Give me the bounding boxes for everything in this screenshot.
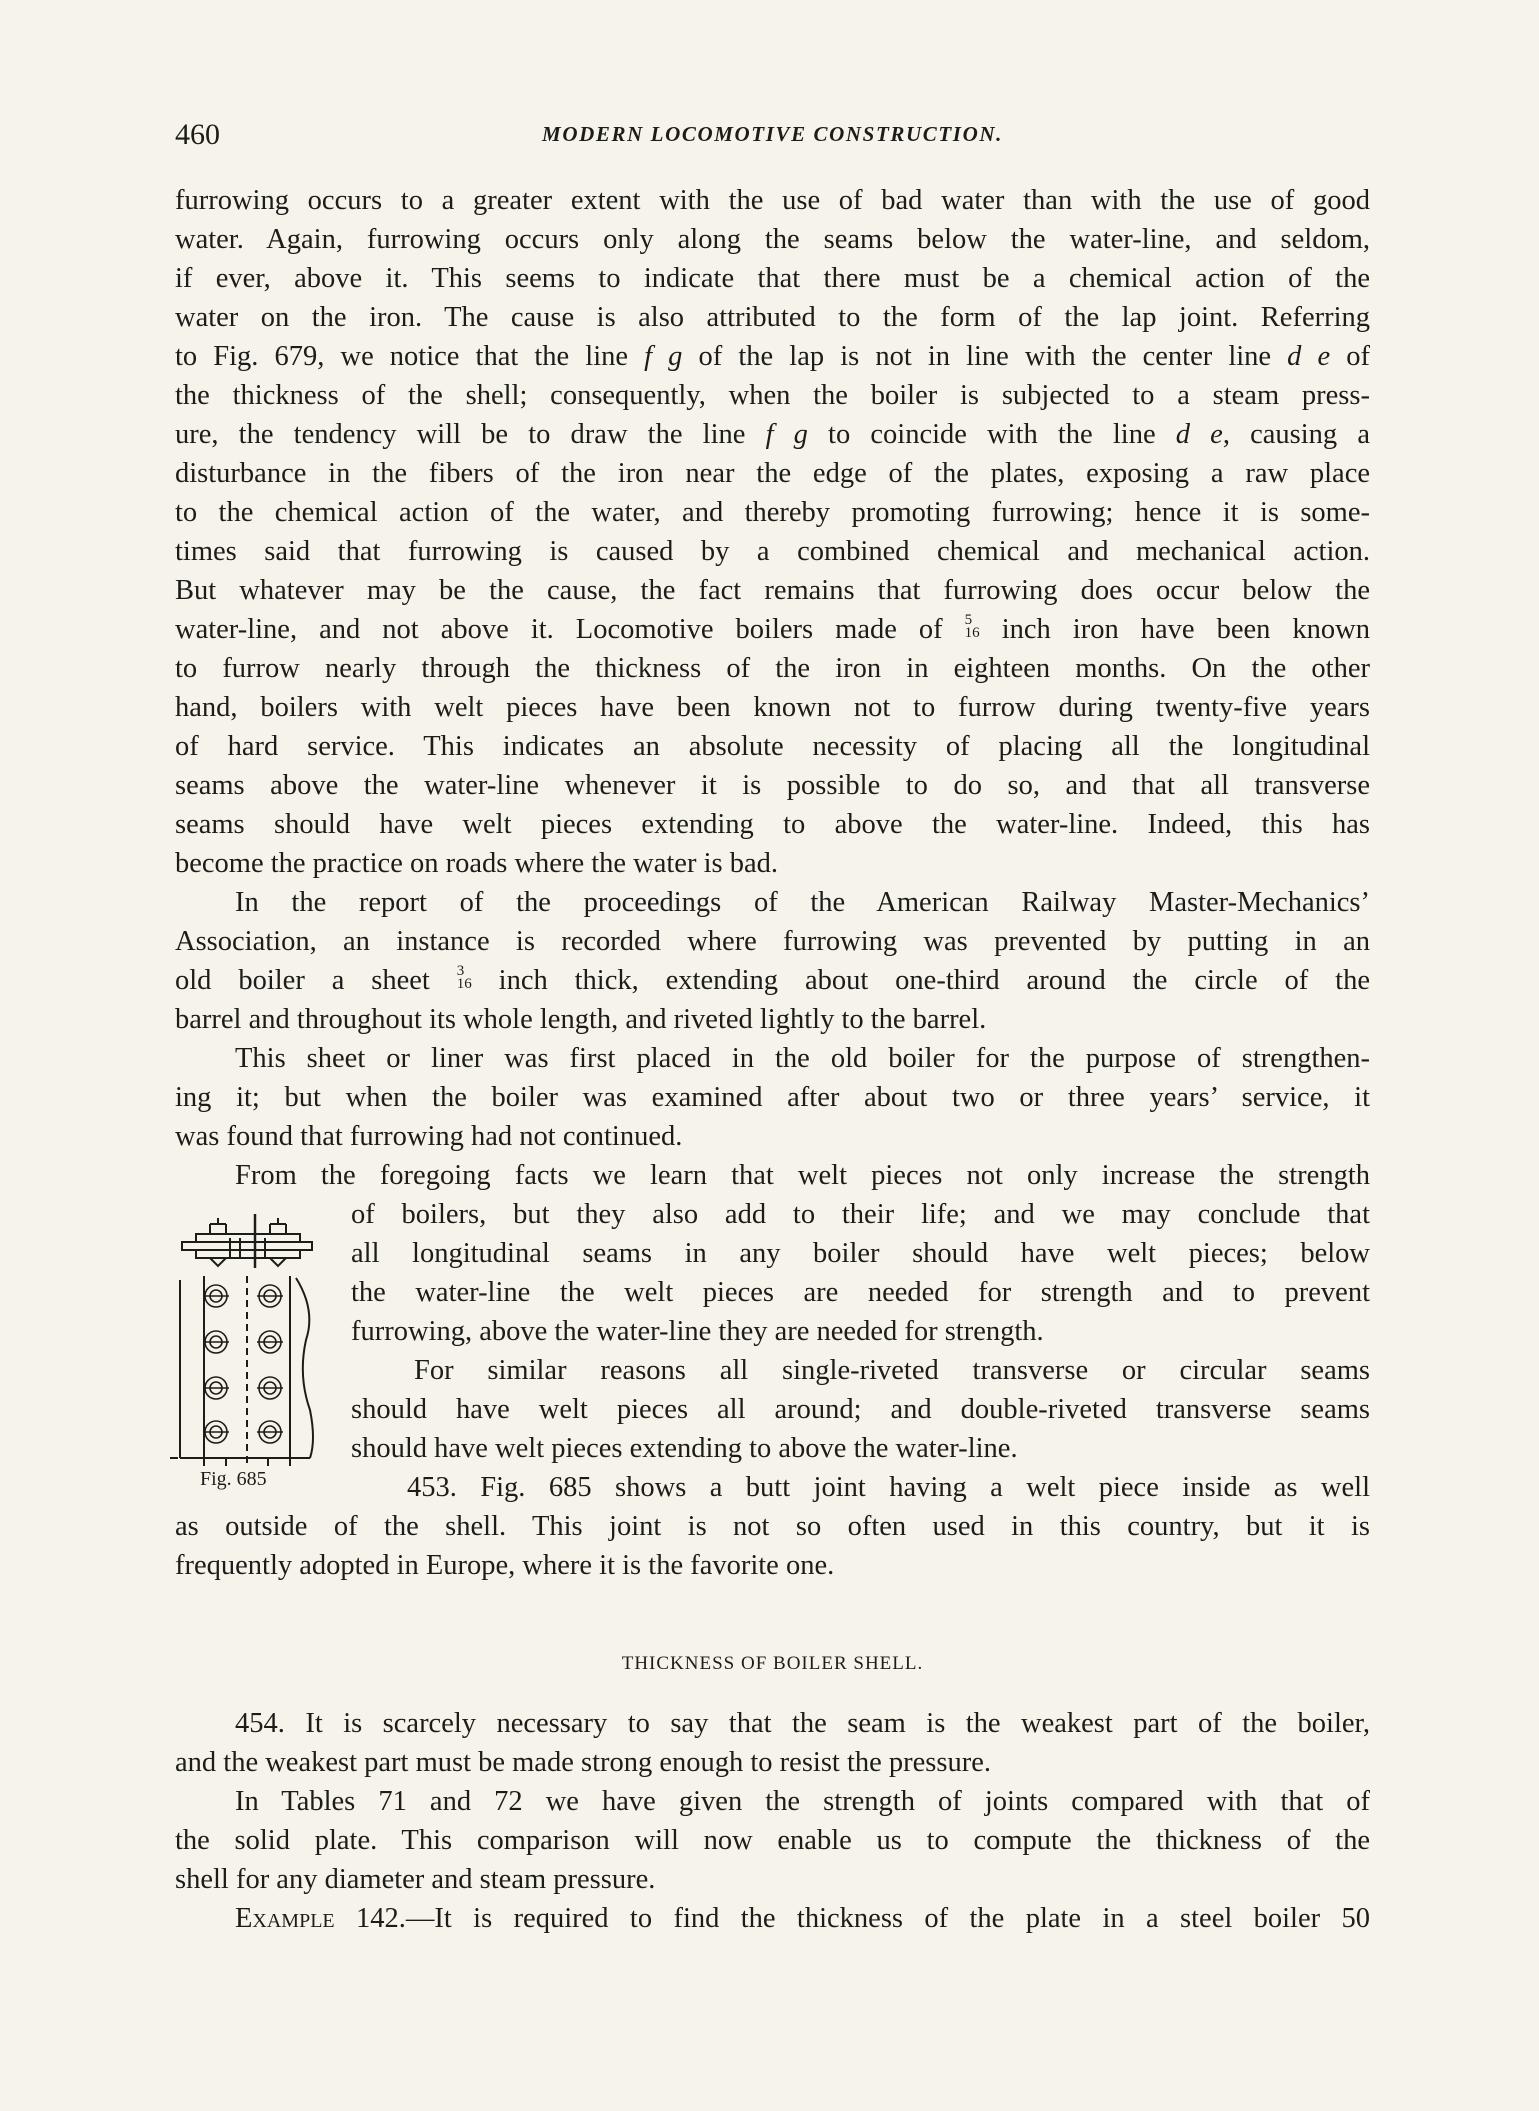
- text-line: [235, 1899, 1370, 1938]
- text-fragment: water-line, and not above it. Locomotive boilers made of: [175, 614, 965, 645]
- text-fragment: old boiler a sheet: [175, 965, 457, 996]
- fraction-denominator: 16: [964, 625, 980, 641]
- text-fragment: ure, the tendency will be to draw the line: [175, 419, 766, 450]
- text-line: disturbance in the fibers of the iron near the edge of the plates, exposing a raw place: [175, 458, 1370, 489]
- text-line: In Tables 71 and 72 we have given the strength of joints compared with that of: [235, 1786, 1370, 1817]
- text-line: But whatever may be the cause, the fact remains that furrowing does occur below the: [175, 575, 1370, 606]
- text-line: times said that furrowing is caused by a combined chemical and mechanical action.: [175, 536, 1370, 567]
- text-fragment: 142.—It is required to find the thickness of the plate in a steel boiler 50: [334, 1903, 1370, 1934]
- fraction: [457, 965, 472, 991]
- text-line: seams above the water-line whenever it is possible to do so, and that all transverse: [175, 770, 1370, 801]
- text-line: hand, boilers with welt pieces have been known not to furrow during twenty-five years: [175, 692, 1370, 723]
- text-line: all longitudinal seams in any boiler should have welt pieces; below: [351, 1238, 1370, 1269]
- figure-685: [170, 1200, 330, 1500]
- text-fragment: of the lap is not in line with the center line: [682, 341, 1288, 372]
- italic-term: f g: [644, 341, 683, 372]
- text-line: of hard service. This indicates an absolute necessity of placing all the longitudinal: [175, 731, 1370, 762]
- text-line: [175, 610, 1370, 649]
- section-heading: THICKNESS OF BOILER SHELL.: [621, 1653, 924, 1674]
- text-line: 453. Fig. 685 shows a butt joint having a welt piece inside as well: [407, 1472, 1370, 1503]
- running-head: [175, 118, 1370, 158]
- text-line: as outside of the shell. This joint is not so often used in this country, but it is: [175, 1511, 1370, 1542]
- text-line: furrowing, above the water-line they are needed for strength.: [351, 1316, 1044, 1347]
- example-label: Example: [235, 1903, 335, 1934]
- text-line: the thickness of the shell; consequently, when the boiler is subjected to a steam press-: [175, 380, 1370, 411]
- fraction: [965, 614, 980, 640]
- text-line: Association, an instance is recorded where furrowing was prevented by putting in an: [175, 926, 1370, 957]
- text-line: seams should have welt pieces extending to above the water-line. Indeed, this has: [175, 809, 1370, 840]
- text-line: ing it; but when the boiler was examined after about two or three years’ service, it: [175, 1082, 1370, 1113]
- text-fragment: inch iron have been known: [979, 614, 1370, 645]
- text-line: frequently adopted in Europe, where it is the favorite one.: [175, 1550, 835, 1581]
- italic-term: d e: [1287, 341, 1331, 372]
- text-line: to the chemical action of the water, and thereby promoting furrowing; hence it is some-: [175, 497, 1370, 528]
- text-line: of boilers, but they also add to their life; and we may conclude that: [351, 1199, 1370, 1230]
- fraction-numerator: 3: [456, 963, 465, 979]
- text-line: if ever, above it. This seems to indicate that there must be a chemical action of the: [175, 263, 1370, 294]
- text-line: should have welt pieces extending to above the water-line.: [351, 1433, 1018, 1464]
- italic-term: f g: [765, 419, 808, 450]
- text-line: [175, 415, 1370, 454]
- text-line: furrowing occurs to a greater extent with the use of bad water than with the use of good: [175, 185, 1370, 216]
- text-fragment: , causing a: [1222, 419, 1370, 450]
- text-line: shell for any diameter and steam pressure.: [175, 1864, 656, 1895]
- fraction-numerator: 5: [964, 612, 973, 628]
- text-line: [175, 337, 1370, 376]
- italic-term: d e: [1175, 419, 1223, 450]
- text-line: 454. It is scarcely necessary to say that the seam is the weakest part of the boiler,: [235, 1708, 1370, 1739]
- text-line: water on the iron. The cause is also attributed to the form of the lap joint. Referring: [175, 302, 1370, 333]
- text-line: barrel and throughout its whole length, and riveted lightly to the barrel.: [175, 1004, 987, 1035]
- butt-joint-illustration: [170, 1200, 330, 1500]
- text-fragment: to coincide with the line: [807, 419, 1176, 450]
- text-line: water. Again, furrowing occurs only along the seams below the water-line, and seldom,: [175, 224, 1370, 255]
- text-line: [175, 961, 1370, 1000]
- fraction-denominator: 16: [456, 976, 472, 992]
- figure-caption: Fig. 685: [200, 1468, 267, 1490]
- text-line: to furrow nearly through the thickness of the iron in eighteen months. On the other: [175, 653, 1370, 684]
- page-number: 460: [175, 118, 220, 151]
- text-fragment: inch thick, extending about one-third around the circle of the: [471, 965, 1370, 996]
- text-line: the water-line the welt pieces are needed for strength and to prevent: [351, 1277, 1370, 1308]
- text-fragment: of: [1330, 341, 1371, 372]
- text-line: become the practice on roads where the water is bad.: [175, 848, 778, 879]
- text-line: and the weakest part must be made strong enough to resist the pressure.: [175, 1747, 991, 1778]
- text-line: This sheet or liner was first placed in the old boiler for the purpose of strengthen-: [235, 1043, 1370, 1074]
- text-line: In the report of the proceedings of the American Railway Master-Mechanics’: [235, 887, 1370, 918]
- text-line: was found that furrowing had not continued.: [175, 1121, 683, 1152]
- running-title: MODERN LOCOMOTIVE CONSTRUCTION.: [542, 122, 1003, 146]
- text-line: should have welt pieces all around; and double-riveted transverse seams: [351, 1394, 1370, 1425]
- text-fragment: to Fig. 679, we notice that the line: [175, 341, 629, 372]
- text-line: From the foregoing facts we learn that welt pieces not only increase the strength: [235, 1160, 1370, 1191]
- text-line: the solid plate. This comparison will now enable us to compute the thickness of the: [175, 1825, 1370, 1856]
- text-line: For similar reasons all single-riveted transverse or circular seams: [414, 1355, 1370, 1386]
